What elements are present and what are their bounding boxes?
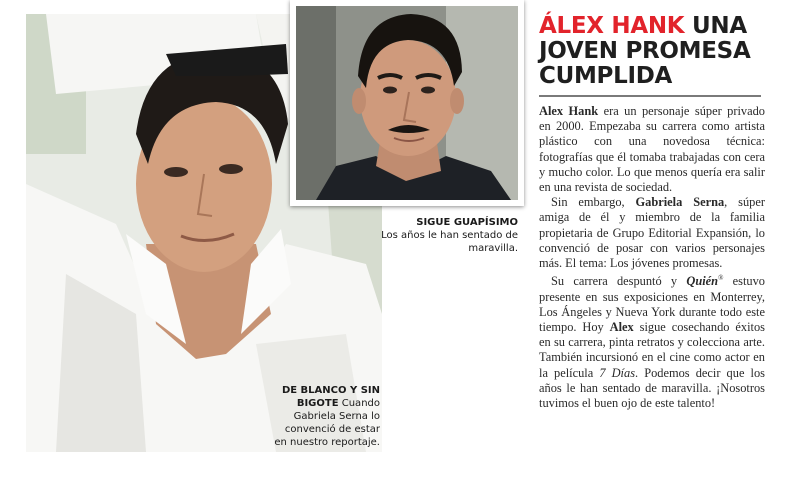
caption-text: Los años le han sentado de maravilla. (381, 230, 518, 254)
inset-photo (290, 0, 524, 206)
paragraph-text: sigue cosechando éxitos en su carrera, pinta retratos y colecciona arte. También incursionó en el cine como actor en la película (539, 319, 766, 380)
article (539, 14, 765, 411)
article-paragraph-1 (539, 104, 765, 195)
person-name: Alex Hank (539, 104, 599, 118)
paragraph-text: era un personaje súper privado en 2000. Empezaba su carrera como artista plástico con una novedosa técnica: fotografías que él tomaba trabajadas con cera y mucho color. Lo que menos quería era salir en una revista de sociedad. (539, 104, 765, 195)
man-with-mustache-portrait (296, 6, 518, 200)
main-photo-caption (272, 384, 380, 449)
film-title: 7 Días (599, 365, 636, 380)
headline-name: ÁLEX HANK (539, 13, 685, 39)
caption-title: DE BLANCO Y SIN BIGOTE (281, 385, 380, 409)
caption-text: Cuando Gabriela Serna lo convenció de estar en nuestro reportaje. (274, 398, 380, 448)
article-paragraph-3 (539, 271, 765, 411)
paragraph-text: . Podemos decir que los años le han sentado de maravilla. ¡Nosotros tuvimos el buen ojo de este talento! (539, 365, 765, 410)
headline-divider (539, 95, 761, 97)
paragraph-text: Su carrera despuntó y (551, 274, 687, 289)
person-name: Alex (609, 319, 634, 334)
paragraph-text: , súper amiga de él y miembro de la familia propietaria de Grupo Editorial Expansión, lo convenció de posar con varios personajes más. El tema: Los jóvenes promesas. (539, 195, 765, 271)
headline-rest: UNA JOVEN PROMESA CUMPLIDA (539, 13, 751, 89)
article-paragraph-2 (539, 195, 765, 271)
headline (539, 14, 765, 89)
person-name: Gabriela Serna (635, 195, 725, 210)
magazine-brand: Quién (686, 274, 719, 289)
registered-mark: ® (718, 274, 724, 283)
paragraph-text: Sin embargo, (551, 195, 636, 210)
inset-photo-caption (378, 216, 518, 255)
caption-title: SIGUE GUAPÍSIMO (416, 217, 518, 228)
paragraph-text: estuvo presente en sus exposiciones en Monterrey, Los Ángeles y Nueva York durante todo este tiempo. Hoy (539, 274, 766, 334)
